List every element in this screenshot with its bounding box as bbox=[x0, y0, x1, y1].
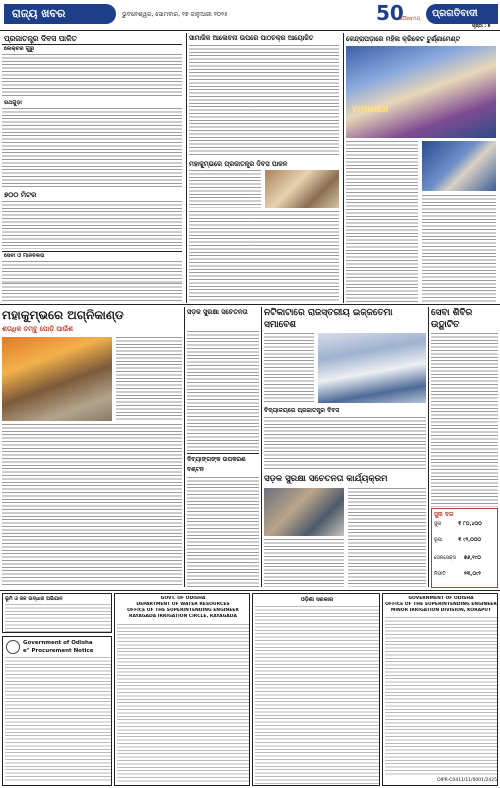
ad-text bbox=[5, 604, 111, 632]
article-text bbox=[264, 333, 314, 403]
top-center-article bbox=[189, 33, 341, 303]
article-text bbox=[189, 170, 261, 208]
road-safety-title: ସଡ଼କ ସୁରକ୍ଷା ସଚେତନତା bbox=[187, 308, 248, 316]
column-rule bbox=[186, 33, 187, 303]
article-text bbox=[2, 201, 182, 249]
article-text bbox=[189, 45, 339, 157]
ad-water-resources bbox=[114, 593, 250, 786]
nifty-label: ନିଫ୍ଟି bbox=[434, 571, 446, 577]
article-text bbox=[187, 477, 259, 587]
gathering-photo bbox=[318, 333, 426, 403]
ad5-footer: OIPR-C0411/11/0001/2425 bbox=[437, 778, 497, 783]
ad-minor-irrigation bbox=[382, 593, 498, 786]
ad-eprocurement bbox=[2, 636, 112, 786]
column-rule bbox=[261, 307, 262, 587]
right-column bbox=[431, 307, 498, 507]
anniversary-logo bbox=[376, 2, 424, 28]
ad3-title-1: GOVT. OF ODISHA bbox=[160, 596, 206, 601]
date-line: ଭୁବନେଶ୍ୱର, ସୋମବାର, ୨୭ ଜାନୁଆରୀ ୨୦୨୫ bbox=[122, 11, 228, 18]
center-feature-headline: ନଟିକାଟାରେ ରାଜସ୍ତରୀୟ ଇଜ୍ଜତେମା ସମାବେଶ bbox=[264, 308, 393, 330]
silver-value: ₹ ୯୨,୦୦୦ bbox=[458, 537, 481, 543]
news-photo bbox=[422, 141, 496, 191]
ad-text bbox=[117, 624, 249, 784]
sensex-value: ୭୬,୧୯୦ bbox=[464, 555, 481, 561]
ad-text bbox=[255, 606, 379, 784]
sensex-label: ସେନସେକ୍ସ bbox=[434, 555, 456, 561]
center-feature bbox=[264, 307, 426, 587]
article-text bbox=[187, 331, 259, 451]
ad3-title-2: DEPARTMENT OF WATER RESOURCES bbox=[136, 602, 230, 607]
mahakumbh-headline: ମହାକୁମ୍ଭରେ ଅଗ୍ନିକାଣ୍ଡ bbox=[2, 308, 124, 322]
ad5-title-1: GOVERNMENT OF ODISHA bbox=[408, 596, 474, 601]
top-right-article bbox=[346, 33, 498, 303]
mahakumbh-article bbox=[2, 307, 182, 587]
top-center-subhead: ମହାକୁମ୍ଭରେ ପ୍ରଜାତନ୍ତ୍ର ଦିବସ ପାଳନ bbox=[189, 160, 288, 168]
left-sub-2: ରଥଗୁଡ଼ା bbox=[4, 100, 22, 106]
logo-number: 50 bbox=[376, 2, 404, 24]
nifty-value: ୨୩,୦୯୨ bbox=[464, 571, 481, 577]
cricket-photo bbox=[346, 46, 496, 138]
article-text bbox=[264, 417, 426, 469]
ad-odisha-govt bbox=[252, 593, 380, 786]
article-text bbox=[2, 283, 182, 301]
divider bbox=[2, 251, 182, 252]
divider bbox=[187, 453, 259, 454]
gold-label: ସୁନା bbox=[434, 521, 442, 527]
market-box bbox=[431, 508, 498, 588]
ad2-title-2: e" Procurement Notice bbox=[23, 648, 94, 654]
road-safety-box bbox=[187, 307, 259, 587]
top-right-headline: କେନ୍ଦ୍ରାପଡ଼ାରେ ମହିଳା କ୍ରିକେଟ ଟୁର୍ଣ୍ଣାମେଣ୍ଟ bbox=[346, 35, 461, 43]
article-text bbox=[2, 54, 182, 98]
masthead bbox=[0, 0, 500, 30]
article-text bbox=[2, 424, 182, 587]
ad5-title-2: OFFICE OF THE SUPERINTENDING ENGINEER bbox=[385, 602, 497, 607]
right-headline: ସେବା ଶିବିର ଉଦ୍ଘାଟିତ bbox=[431, 308, 473, 330]
page-label: ପୃଷ୍ଠା : ୭ bbox=[472, 24, 491, 29]
column-rule bbox=[343, 33, 344, 303]
ad5-title-3: MINOR IRRIGATION DIVISION, KORAPUT bbox=[390, 608, 492, 613]
paper-name: ପ୍ରଗତିବାଦୀ bbox=[432, 8, 478, 19]
center-side-head: ବିଦ୍ୟାଳୟରେ ପ୍ରଜାତନ୍ତ୍ର ଦିବସ bbox=[264, 407, 340, 414]
article-text bbox=[431, 333, 498, 507]
article-text bbox=[346, 141, 418, 303]
article-text bbox=[189, 211, 339, 303]
article-text bbox=[2, 261, 182, 283]
ads-rule bbox=[0, 590, 500, 591]
column-rule bbox=[184, 307, 185, 587]
road-safety-headline: ସଡ଼କ ସୁରକ୍ଷା ସଚେତନତା କାର୍ଯ୍ୟକ୍ରମ bbox=[264, 474, 388, 484]
gold-value: ₹ ୮୦,୪୦୦ bbox=[458, 521, 482, 527]
ad3-title-3: OFFICE OF THE SUPERINTENDING ENGINEER bbox=[127, 608, 239, 613]
silver-label: ରୂପା bbox=[434, 537, 443, 543]
left-bottom-text bbox=[2, 283, 185, 301]
article-text bbox=[264, 539, 344, 587]
logo-subtitle: ଗୌରବମୟ bbox=[400, 17, 421, 22]
photo-caption: WINNER bbox=[352, 105, 389, 114]
ad4-title: ଓଡ଼ିଶା ସରକାର bbox=[300, 597, 334, 603]
masthead-rule bbox=[0, 30, 500, 31]
section-rule bbox=[0, 304, 500, 305]
left-sub-4: ସେବା ଓ ମାନବିକତା bbox=[4, 253, 45, 259]
left-sub-3: ୭୦୦ ମିଟର bbox=[4, 191, 37, 199]
road-safety-photo bbox=[264, 488, 344, 536]
news-photo bbox=[265, 170, 339, 208]
article-text bbox=[2, 108, 182, 188]
left-column bbox=[2, 33, 185, 283]
ad-land-water bbox=[2, 593, 112, 633]
left-sub-1: ଲେକ୍ଚର ଗୁରୁ bbox=[4, 46, 34, 52]
market-title: ସୁନା ଦର bbox=[434, 511, 454, 518]
paper-name-bar bbox=[426, 4, 498, 24]
odisha-emblem-icon bbox=[6, 640, 20, 654]
ad2-title-1: Government of Odisha bbox=[23, 640, 93, 646]
mahakumbh-subhead: ଶତାଧିକ ତମ୍ବୁ ପୋଡ଼ି ପାଉଁଶ bbox=[2, 325, 73, 333]
ad-text bbox=[385, 617, 497, 775]
divider bbox=[2, 44, 182, 45]
ad1-title: ଭୂମି ଓ ଜଳ ଉଦ୍ଧାର ଅଭିଯାନ bbox=[5, 596, 63, 602]
article-text bbox=[422, 195, 496, 303]
ad3-title-4: RAYAGADA IRRIGATION CIRCLE, RAYAGADA bbox=[129, 614, 237, 619]
article-text bbox=[348, 488, 426, 587]
column-rule bbox=[428, 307, 429, 587]
article-text bbox=[116, 337, 182, 421]
top-center-headline: ସାମାଜିକ ଆଳୋଚନା ଉପରେ ପାଠଚକ୍ର ଆୟୋଜିତ bbox=[189, 34, 314, 42]
ad-text bbox=[5, 657, 111, 783]
left-head-1: ପ୍ରଜାତନ୍ତ୍ର ଦିବସ ପାଳିତ bbox=[4, 34, 77, 43]
road-safety-title-2: ଦିବ୍ୟାଙ୍ଗଙ୍କ ଉପକରଣ ବଣ୍ଟନ bbox=[187, 456, 246, 473]
fire-photo bbox=[2, 337, 112, 421]
section-title: ରାଜ୍ୟ ଖବର bbox=[12, 7, 66, 20]
section-title-bar bbox=[4, 4, 116, 24]
